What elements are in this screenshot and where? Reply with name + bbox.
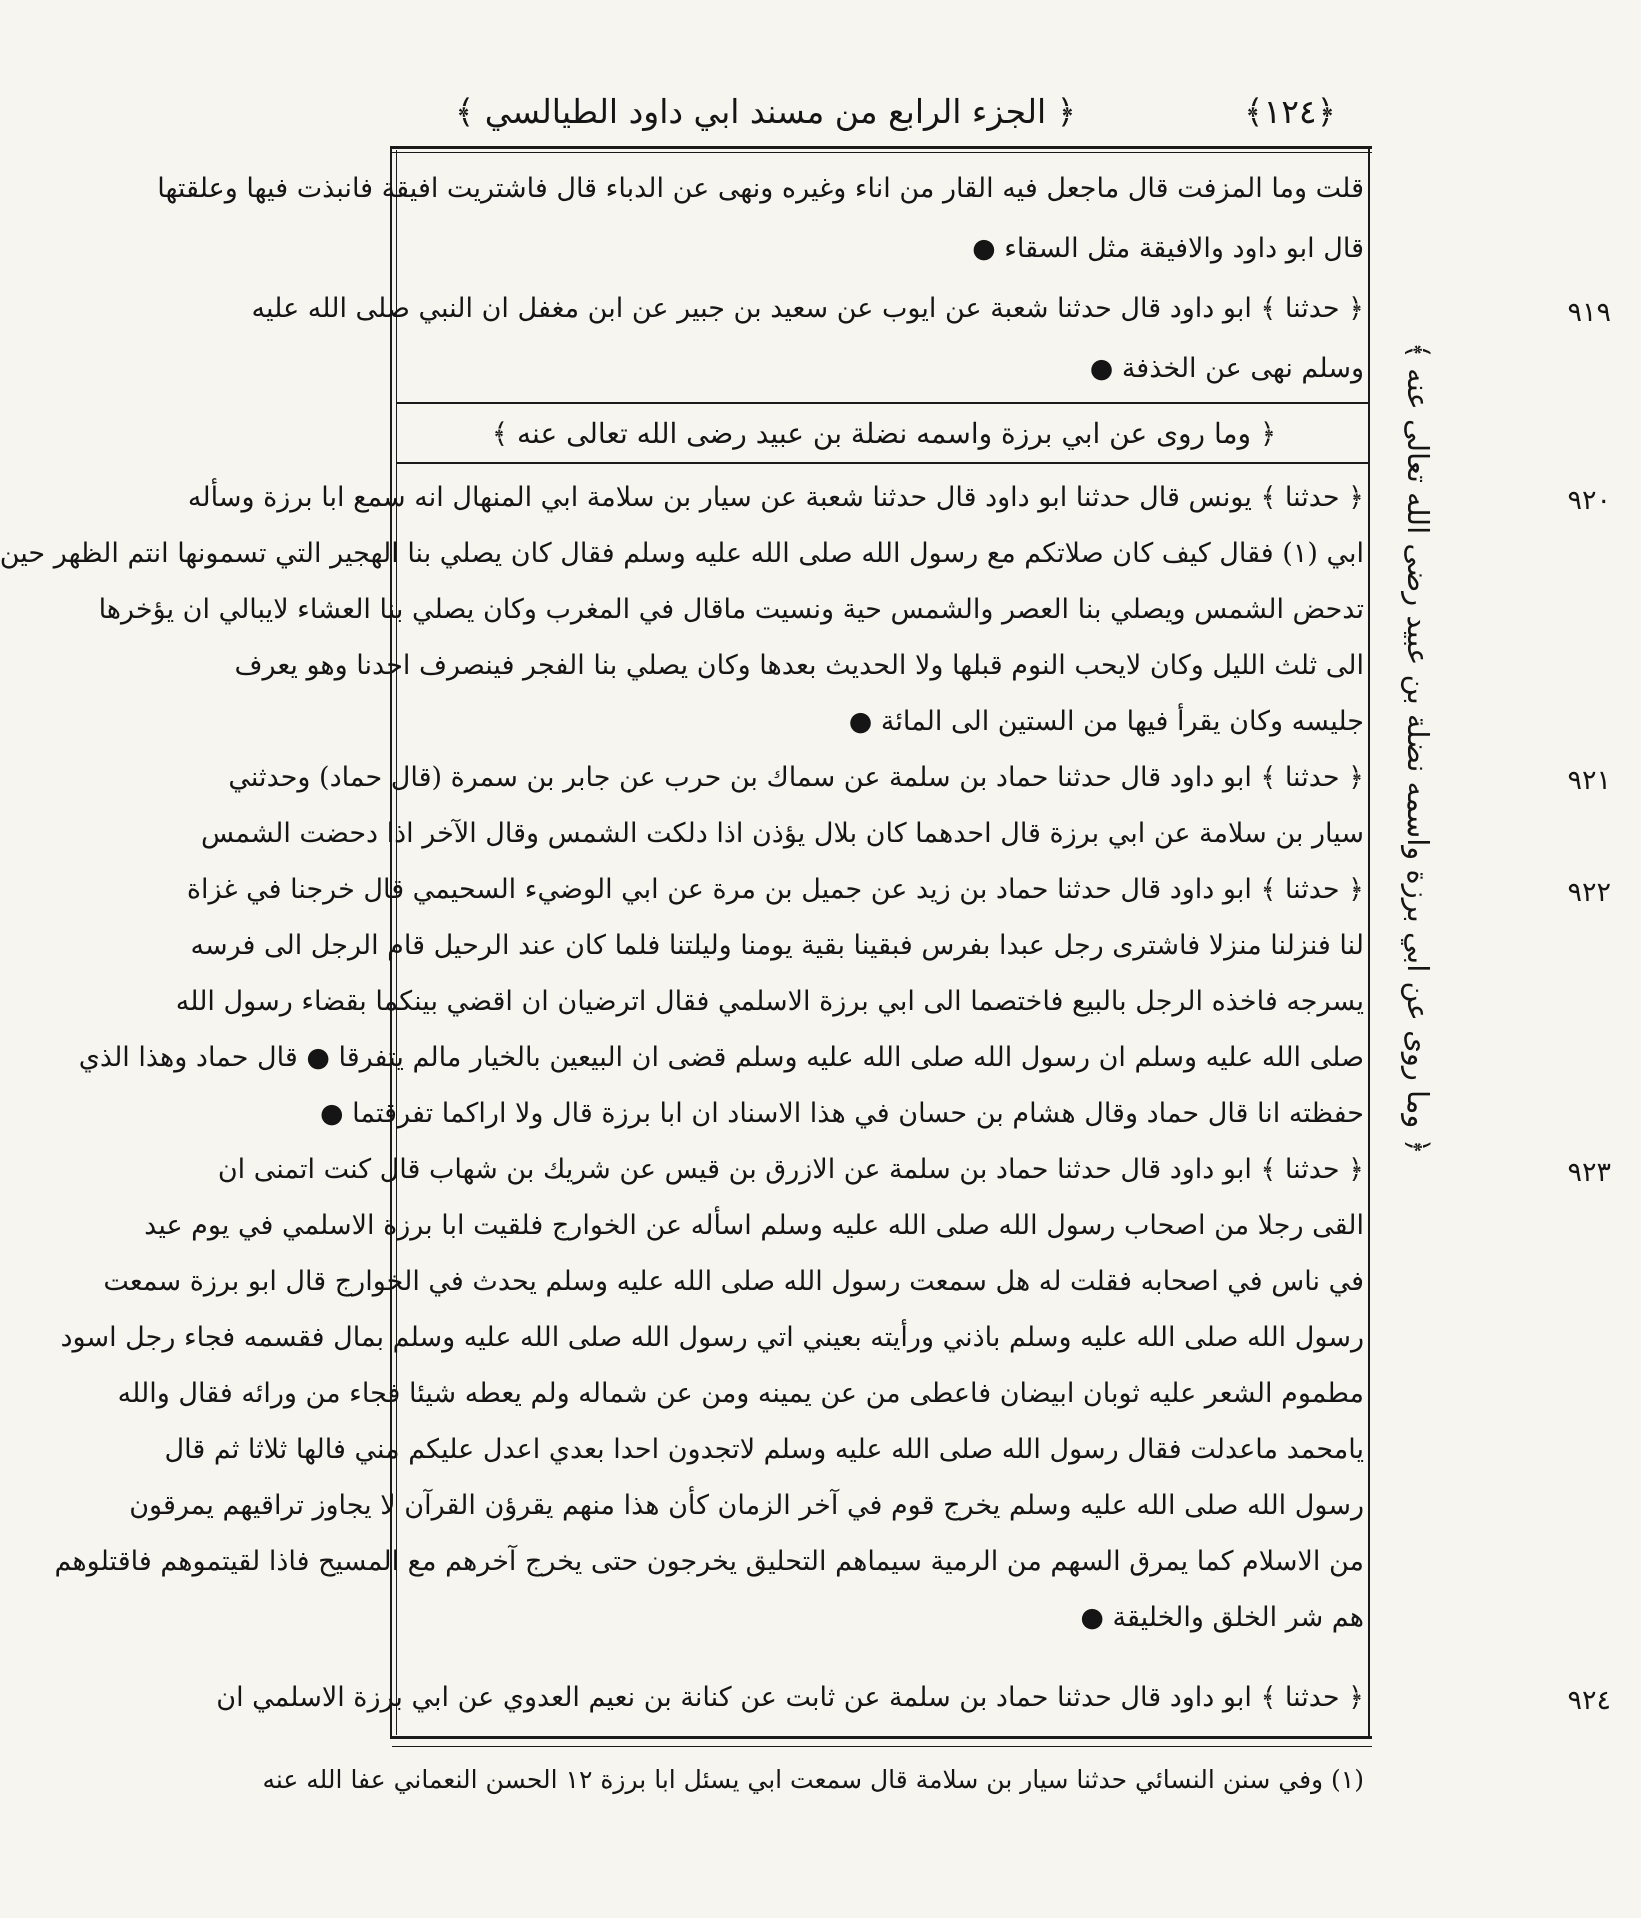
text-line: ﴿ حدثنا ﴾ ابو داود قال حدثنا شعبة عن ايوب عن سعيد بن جبير عن ابن مغفل ان النبي صلى الله عليه [251,293,1364,324]
text-line: ﴿ حدثنا ﴾ ابو داود قال حدثنا حماد بن سلمة عن سماك بن حرب عن جابر بن سمرة (قال حماد) وحدثني [228,762,1364,793]
footnote: (١) وفي سنن النسائي حدثنا سيار بن سلامة قال سمعت ابي يسئل ابا برزة ١٢ الحسن النعماني عفا الله عنه [262,1765,1364,1794]
text-line: ﴿ حدثنا ﴾ ابو داود قال حدثنا حماد بن سلمة عن الازرق بن قيس عن شريك بن شهاب قال كنت اتمنى ان [217,1154,1364,1185]
section-heading: ﴿ وما روى عن ابي برزة واسمه نضلة بن عبيد رضى الله تعالى عنه ﴾ [491,417,1277,450]
text-line: في ناس في اصحابه فقلت له هل سمعت رسول الله صلى الله عليه وسلم يحدث في الخوارج قال ابو برزة سمعت [103,1266,1364,1297]
text-line: القى رجلا من اصحاب رسول الله صلى الله عليه وسلم اسأله عن الخوارج فلقيت ابا برزة الاسلمي في يوم عيد [144,1210,1364,1241]
page-number: ﴿١٢٤﴾ [1244,92,1336,131]
text-line: ﴿ حدثنا ﴾ ابو داود قال حدثنا حماد بن سلمة عن ثابت عن كنانة بن نعيم العدوي عن ابي برزة الاسلمي ان [216,1682,1364,1713]
text-line: قلت وما المزفت قال ماجعل فيه القار من اناء وغيره ونهى عن الدباء قال فاشتريت افيقة فانبذت فيها وعلقتها [157,173,1364,204]
hadith-number: ٩٢٢ [1567,877,1611,908]
text-line: سيار بن سلامة عن ابي برزة قال احدهما كان بلال يؤذن اذا دلكت الشمس وقال الآخر اذا دحضت الشمس [200,818,1364,849]
text-line: صلى الله عليه وسلم ان رسول الله صلى الله عليه وسلم قضى ان البيعين بالخيار مالم يتفرقا ● قال حماد وهذا الذي [78,1042,1364,1073]
text-line: رسول الله صلى الله عليه وسلم باذني ورأيته بعيني اتي رسول الله صلى الله عليه وسلم بمال فقسمه فجاء رجل اسود [60,1322,1364,1353]
hadith-number: ٩٢٣ [1567,1157,1611,1188]
right-rule [1368,146,1370,1736]
text-line: لنا فنزلنا منزلا فاشترى رجل عبدا بفرس فبقينا بقية يومنا وليلتنا فلما كان عند الرحيل قام الرجل الى فرسه [190,930,1364,961]
text-line: يسرجه فاخذه الرجل بالبيع فاختصما الى ابي برزة الاسلمي فقال اترضيان ان اقضي بينكما بقضاء رسول الله [175,986,1364,1017]
hadith-number: ٩٢١ [1567,765,1611,796]
margin-side-note: ﴿ وما روى عن ابي برزة واسمه نضلة بن عبيد رضى الله تعالى عنه ﴾ [1401,342,1435,1155]
text-line: جليسه وكان يقرأ فيها من الستين الى المائة ● [848,706,1364,737]
text-line: ﴿ حدثنا ﴾ يونس قال حدثنا ابو داود قال حدثنا شعبة عن سيار بن سلامة ابي المنهال انه سمع ابا برزة وسأله [187,482,1364,513]
text-line: تدحض الشمس ويصلي بنا العصر والشمس حية ونسيت ماقال في المغرب وكان يصلي بنا العشاء لايبالي ان يؤخرها [98,594,1364,625]
text-line: مطموم الشعر عليه ثوبان ابيضان فاعطى من عن يمينه ومن عن شماله ولم يعطه شيئا فجاء من ورائه فقال والله [117,1378,1364,1409]
text-line: حفظته انا قال حماد وقال هشام بن حسان في هذا الاسناد ان ابا برزة قال ولا اراكما تفرقتما ● [320,1098,1364,1129]
text-line: من الاسلام كما يمرق السهم من الرمية سيماهم التحليق يخرجون حتى يخرج آخرهم مع المسيح فاذا لقيتموهم فاقتلوهم [54,1546,1364,1577]
text-line: ﴿ حدثنا ﴾ ابو داود قال حدثنا حماد بن زيد عن جميل بن مرة عن ابي الوضيء السحيمي قال خرجنا في غزاة [186,874,1364,905]
hadith-number: ٩١٩ [1567,297,1611,328]
text-line: قال ابو داود والافيقة مثل السقاء ● [972,233,1364,264]
text-line: الى ثلث الليل وكان لايحب النوم قبلها ولا الحديث بعدها وكان يصلي بنا الفجر فينصرف احدنا وهو يعرف [234,650,1364,681]
text-line: رسول الله صلى الله عليه وسلم يخرج قوم في آخر الزمان كأن هذا منهم يقرؤن القرآن لا يجاوز تراقيهم يمرقون [129,1490,1364,1521]
text-line: هم شر الخلق والخليقة ● [1080,1602,1364,1633]
hadith-number: ٩٢٠ [1567,485,1611,516]
text-line: ابي (١) فقال كيف كان صلاتكم مع رسول الله صلى الله عليه وسلم فقال كان يصلي بنا الهجير التي تسمونها انتم الظهر حين [0,538,1364,569]
footnote-separator [392,1746,1372,1747]
hadith-number: ٩٢٤ [1567,1685,1611,1716]
page-title: ﴿ الجزء الرابع من مسند ابي داود الطيالسي ﴾ [454,92,1076,131]
text-line: يامحمد ماعدلت فقال رسول الله صلى الله عليه وسلم لاتجدون احدا بعدي اعدل عليكم مني فالها ثلاثا ثم قال [164,1434,1364,1465]
text-line: وسلم نهى عن الخذفة ● [1089,353,1364,384]
